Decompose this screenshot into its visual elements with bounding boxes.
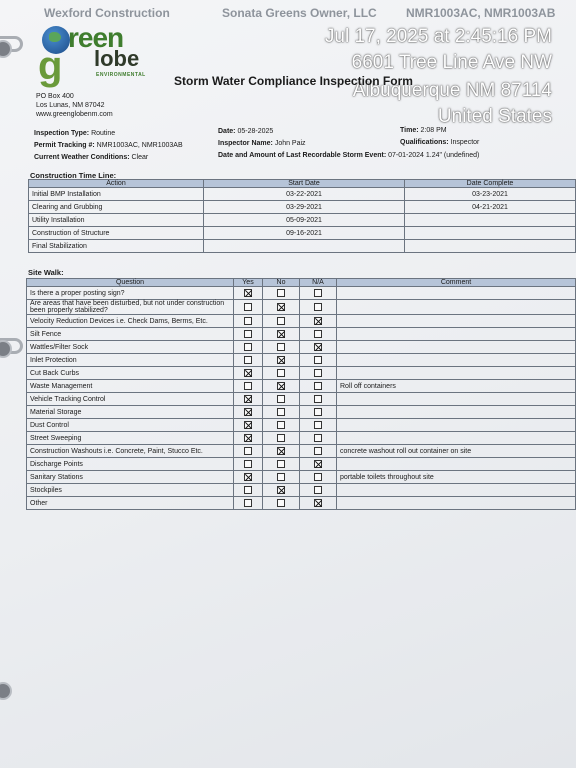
site-walk-comment bbox=[337, 497, 576, 510]
table-row bbox=[27, 497, 576, 510]
site-walk-comment bbox=[337, 300, 576, 315]
checkbox-na[interactable] bbox=[314, 434, 322, 442]
timeline-action: Clearing and Grubbing bbox=[29, 201, 204, 214]
owner-name: Sonata Greens Owner, LLC bbox=[222, 6, 377, 20]
checkbox-cell-no bbox=[263, 497, 300, 510]
checkbox-yes[interactable] bbox=[244, 421, 252, 429]
checkbox-na[interactable] bbox=[314, 499, 322, 507]
timeline-header: Start Date bbox=[204, 180, 405, 188]
checkbox-cell-na bbox=[300, 315, 337, 328]
checkbox-cell-na bbox=[300, 341, 337, 354]
timeline-action: Initial BMP Installation bbox=[29, 188, 204, 201]
timeline-action: Construction of Structure bbox=[29, 227, 204, 240]
checkbox-cell-na bbox=[300, 300, 337, 315]
checkbox-yes[interactable] bbox=[244, 460, 252, 468]
site-walk-comment bbox=[337, 458, 576, 471]
table-row bbox=[27, 458, 576, 471]
inspection-time: Time: 2:08 PM bbox=[400, 127, 447, 134]
binder-hole bbox=[0, 682, 12, 700]
site-walk-comment bbox=[337, 315, 576, 328]
checkbox-cell-na bbox=[300, 432, 337, 445]
site-walk-question: Velocity Reduction Devices i.e. Check Dams, Berms, Etc. bbox=[27, 315, 234, 328]
site-walk-question: Discharge Points bbox=[27, 458, 234, 471]
timeline-complete bbox=[405, 240, 576, 253]
table-row bbox=[29, 240, 576, 253]
location-street: 6601 Tree Line Ave NW bbox=[351, 52, 552, 73]
checkbox-no[interactable] bbox=[277, 408, 285, 416]
checkbox-cell-no bbox=[263, 471, 300, 484]
checkbox-no[interactable] bbox=[277, 330, 285, 338]
site-walk-question: Stockpiles bbox=[27, 484, 234, 497]
site-walk-comment bbox=[337, 419, 576, 432]
checkbox-cell-yes bbox=[234, 458, 263, 471]
table-row bbox=[29, 214, 576, 227]
table-row bbox=[27, 341, 576, 354]
table-row bbox=[27, 328, 576, 341]
timestamp-overlay: Jul 17, 2025 at 2:45:16 PM bbox=[324, 26, 552, 47]
checkbox-cell-no bbox=[263, 328, 300, 341]
checkbox-na[interactable] bbox=[314, 382, 322, 390]
checkbox-cell-yes bbox=[234, 315, 263, 328]
checkbox-cell-yes bbox=[234, 300, 263, 315]
checkbox-yes[interactable] bbox=[244, 317, 252, 325]
checkbox-cell-no bbox=[263, 315, 300, 328]
checkbox-yes[interactable] bbox=[244, 343, 252, 351]
site-walk-header: Question bbox=[27, 279, 234, 287]
timeline-start: 03-29-2021 bbox=[204, 201, 405, 214]
checkbox-cell-yes bbox=[234, 341, 263, 354]
checkbox-cell-na bbox=[300, 380, 337, 393]
checkbox-yes[interactable] bbox=[244, 486, 252, 494]
location-city: Albuquerque NM 87114 bbox=[352, 80, 552, 101]
site-walk-question: Are areas that have been disturbed, but not under construction been properly stabilized? bbox=[27, 300, 234, 315]
checkbox-cell-yes bbox=[234, 393, 263, 406]
site-walk-comment bbox=[337, 341, 576, 354]
inspector-name: Inspector Name: John Paiz bbox=[218, 140, 306, 147]
checkbox-cell-no bbox=[263, 406, 300, 419]
inspection-date: Date: 05-28-2025 bbox=[218, 128, 274, 135]
timeline-action: Final Stabilization bbox=[29, 240, 204, 253]
table-row bbox=[29, 201, 576, 214]
table-row bbox=[27, 419, 576, 432]
timeline-complete bbox=[405, 214, 576, 227]
checkbox-yes[interactable] bbox=[244, 473, 252, 481]
site-walk-table bbox=[26, 278, 576, 510]
site-walk-question: Sanitary Stations bbox=[27, 471, 234, 484]
site-walk-question: Other bbox=[27, 497, 234, 510]
checkbox-no[interactable] bbox=[277, 486, 285, 494]
checkbox-cell-na bbox=[300, 406, 337, 419]
checkbox-cell-yes bbox=[234, 471, 263, 484]
timeline-start bbox=[204, 240, 405, 253]
checkbox-no[interactable] bbox=[277, 303, 285, 311]
checkbox-cell-no bbox=[263, 484, 300, 497]
timeline-complete: 03-23-2021 bbox=[405, 188, 576, 201]
checkbox-na[interactable] bbox=[314, 421, 322, 429]
checkbox-no[interactable] bbox=[277, 356, 285, 364]
checkbox-cell-na bbox=[300, 328, 337, 341]
table-row bbox=[29, 188, 576, 201]
checkbox-cell-yes bbox=[234, 497, 263, 510]
site-walk-question: Vehicle Tracking Control bbox=[27, 393, 234, 406]
address-po: PO Box 400 bbox=[36, 93, 74, 100]
logo-subtext: ENVIRONMENTAL bbox=[96, 72, 146, 78]
table-row bbox=[27, 393, 576, 406]
timeline-title: Construction Time Line: bbox=[30, 171, 117, 180]
site-walk-header: N/A bbox=[300, 279, 337, 287]
checkbox-yes[interactable] bbox=[244, 289, 252, 297]
checkbox-na[interactable] bbox=[314, 447, 322, 455]
timeline-action: Utility Installation bbox=[29, 214, 204, 227]
site-walk-question: Waste Management bbox=[27, 380, 234, 393]
checkbox-na[interactable] bbox=[314, 395, 322, 403]
checkbox-na[interactable] bbox=[314, 317, 322, 325]
logo-text: reen bbox=[68, 22, 124, 53]
checkbox-cell-no bbox=[263, 300, 300, 315]
checkbox-cell-yes bbox=[234, 445, 263, 458]
site-walk-comment: portable toilets throughout site bbox=[337, 471, 576, 484]
checkbox-cell-no bbox=[263, 393, 300, 406]
checkbox-na[interactable] bbox=[314, 369, 322, 377]
site-walk-question: Construction Washouts i.e. Concrete, Paint, Stucco Etc. bbox=[27, 445, 234, 458]
checkbox-cell-no bbox=[263, 432, 300, 445]
checkbox-cell-yes bbox=[234, 484, 263, 497]
checkbox-na[interactable] bbox=[314, 408, 322, 416]
logo-text: g bbox=[38, 44, 63, 88]
timeline-start: 05-09-2021 bbox=[204, 214, 405, 227]
site-walk-comment bbox=[337, 328, 576, 341]
checkbox-na[interactable] bbox=[314, 343, 322, 351]
site-walk-comment bbox=[337, 393, 576, 406]
checkbox-cell-no bbox=[263, 458, 300, 471]
checkbox-cell-na bbox=[300, 484, 337, 497]
inspection-type: Inspection Type: Routine bbox=[34, 130, 116, 137]
site-walk-comment bbox=[337, 354, 576, 367]
checkbox-cell-na bbox=[300, 367, 337, 380]
checkbox-cell-na bbox=[300, 354, 337, 367]
checkbox-no[interactable] bbox=[277, 421, 285, 429]
weather-conditions: Current Weather Conditions: Clear bbox=[34, 154, 149, 161]
site-walk-question: Material Storage bbox=[27, 406, 234, 419]
logo-text: lobe bbox=[94, 46, 140, 71]
checkbox-cell-no bbox=[263, 367, 300, 380]
table-row bbox=[27, 380, 576, 393]
site-walk-header: No bbox=[263, 279, 300, 287]
website: www.greenglobenm.com bbox=[36, 111, 113, 118]
checkbox-no[interactable] bbox=[277, 395, 285, 403]
table-row bbox=[27, 471, 576, 484]
table-row bbox=[27, 367, 576, 380]
checkbox-no[interactable] bbox=[277, 447, 285, 455]
checkbox-no[interactable] bbox=[277, 289, 285, 297]
checkbox-cell-no bbox=[263, 287, 300, 300]
table-row bbox=[27, 354, 576, 367]
site-walk-question: Cut Back Curbs bbox=[27, 367, 234, 380]
checkbox-na[interactable] bbox=[314, 303, 322, 311]
checkbox-yes[interactable] bbox=[244, 382, 252, 390]
checkbox-na[interactable] bbox=[314, 486, 322, 494]
site-walk-comment bbox=[337, 484, 576, 497]
site-walk-question: Street Sweeping bbox=[27, 432, 234, 445]
site-walk-title: Site Walk: bbox=[28, 268, 64, 277]
checkbox-cell-na bbox=[300, 471, 337, 484]
site-walk-header: Comment bbox=[337, 279, 576, 287]
checkbox-cell-na bbox=[300, 497, 337, 510]
table-row bbox=[27, 315, 576, 328]
form-title: Storm Water Compliance Inspection Form bbox=[174, 74, 413, 88]
checkbox-cell-yes bbox=[234, 354, 263, 367]
checkbox-cell-yes bbox=[234, 406, 263, 419]
checkbox-yes[interactable] bbox=[244, 408, 252, 416]
timeline-complete: 04-21-2021 bbox=[405, 201, 576, 214]
checkbox-cell-yes bbox=[234, 380, 263, 393]
site-walk-question: Wattles/Filter Sock bbox=[27, 341, 234, 354]
checkbox-cell-no bbox=[263, 419, 300, 432]
table-row bbox=[27, 300, 576, 315]
binder-hole bbox=[0, 40, 12, 58]
checkbox-cell-na bbox=[300, 445, 337, 458]
checkbox-no[interactable] bbox=[277, 382, 285, 390]
checkbox-cell-na bbox=[300, 393, 337, 406]
company-name: Wexford Construction bbox=[44, 6, 170, 20]
site-walk-question: Is there a proper posting sign? bbox=[27, 287, 234, 300]
binder-hole bbox=[0, 340, 12, 358]
table-row bbox=[27, 484, 576, 497]
checkbox-na[interactable] bbox=[314, 473, 322, 481]
checkbox-no[interactable] bbox=[277, 499, 285, 507]
site-walk-question: Dust Control bbox=[27, 419, 234, 432]
site-walk-comment bbox=[337, 432, 576, 445]
timeline-header: Date Complete bbox=[405, 180, 576, 188]
timeline-start: 03-22-2021 bbox=[204, 188, 405, 201]
qualifications: Qualifications: Inspector bbox=[400, 139, 480, 146]
site-walk-comment: Roll off containers bbox=[337, 380, 576, 393]
checkbox-no[interactable] bbox=[277, 473, 285, 481]
checkbox-cell-yes bbox=[234, 328, 263, 341]
table-row bbox=[27, 287, 576, 300]
checkbox-yes[interactable] bbox=[244, 434, 252, 442]
table-row bbox=[27, 445, 576, 458]
last-storm-event: Date and Amount of Last Recordable Storm Event: 07-01-2024 1.24" (undefined) bbox=[218, 152, 480, 159]
location-country: United States bbox=[437, 106, 552, 127]
site-walk-comment bbox=[337, 287, 576, 300]
checkbox-yes[interactable] bbox=[244, 303, 252, 311]
site-walk-comment: concrete washout roll out container on site bbox=[337, 445, 576, 458]
checkbox-yes[interactable] bbox=[244, 330, 252, 338]
checkbox-cell-yes bbox=[234, 432, 263, 445]
timeline-header: Action bbox=[29, 180, 204, 188]
checkbox-cell-no bbox=[263, 380, 300, 393]
checkbox-na[interactable] bbox=[314, 289, 322, 297]
checkbox-yes[interactable] bbox=[244, 356, 252, 364]
checkbox-cell-yes bbox=[234, 419, 263, 432]
checkbox-no[interactable] bbox=[277, 434, 285, 442]
checkbox-cell-no bbox=[263, 445, 300, 458]
checkbox-no[interactable] bbox=[277, 369, 285, 377]
checkbox-yes[interactable] bbox=[244, 369, 252, 377]
checkbox-cell-no bbox=[263, 354, 300, 367]
timeline-complete bbox=[405, 227, 576, 240]
checkbox-cell-na bbox=[300, 287, 337, 300]
checkbox-no[interactable] bbox=[277, 317, 285, 325]
checkbox-na[interactable] bbox=[314, 356, 322, 364]
table-row bbox=[27, 406, 576, 419]
checkbox-na[interactable] bbox=[314, 460, 322, 468]
permit-tracking: Permit Tracking #: NMR1003AC, NMR1003AB bbox=[34, 142, 183, 149]
permit-numbers: NMR1003AC, NMR1003AB bbox=[406, 6, 556, 20]
checkbox-yes[interactable] bbox=[244, 395, 252, 403]
site-walk-question: Silt Fence bbox=[27, 328, 234, 341]
checkbox-yes[interactable] bbox=[244, 499, 252, 507]
checkbox-cell-na bbox=[300, 458, 337, 471]
checkbox-no[interactable] bbox=[277, 460, 285, 468]
checkbox-na[interactable] bbox=[314, 330, 322, 338]
construction-timeline-table bbox=[28, 179, 576, 253]
site-walk-comment bbox=[337, 367, 576, 380]
checkbox-cell-na bbox=[300, 419, 337, 432]
checkbox-cell-yes bbox=[234, 287, 263, 300]
site-walk-header: Yes bbox=[234, 279, 263, 287]
checkbox-cell-yes bbox=[234, 367, 263, 380]
checkbox-yes[interactable] bbox=[244, 447, 252, 455]
green-globe-logo bbox=[38, 22, 148, 86]
site-walk-comment bbox=[337, 406, 576, 419]
site-walk-question: Inlet Protection bbox=[27, 354, 234, 367]
timeline-start: 09-16-2021 bbox=[204, 227, 405, 240]
checkbox-no[interactable] bbox=[277, 343, 285, 351]
checkbox-cell-no bbox=[263, 341, 300, 354]
address-city: Los Lunas, NM 87042 bbox=[36, 102, 105, 109]
table-row bbox=[29, 227, 576, 240]
table-row bbox=[27, 432, 576, 445]
